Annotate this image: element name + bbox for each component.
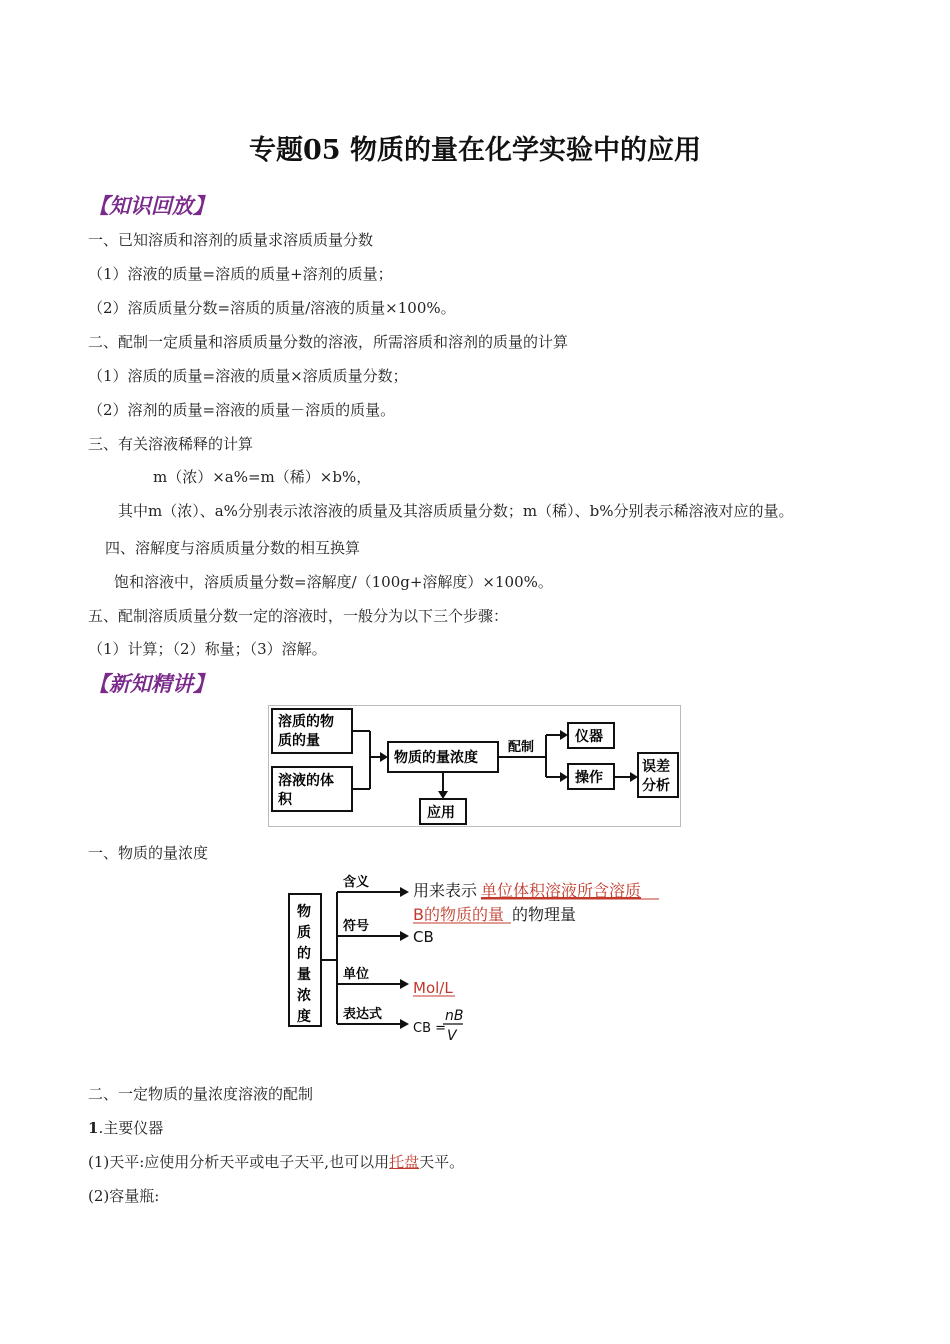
- text-line: （2）溶质质量分数=溶质的质量/溶液的质量×100%。: [88, 299, 456, 317]
- item-balance-prefix: (1)天平:应使用分析天平或电子天平,也可以用: [88, 1153, 390, 1171]
- expression-lhs: CB =: [413, 1021, 447, 1036]
- text-line: （1）溶质的质量=溶液的质量×溶质质量分数；: [88, 367, 408, 385]
- concept-char: 量: [297, 967, 311, 983]
- concept-char: 的: [297, 946, 311, 962]
- flow-box-error-line2: 分析: [642, 778, 670, 794]
- item-label: .主要仪器: [98, 1119, 164, 1137]
- text-line: 五、配制溶质质量分数一定的溶液时，一般分为以下三个步骤：: [88, 607, 509, 625]
- text-line: 一、已知溶质和溶剂的质量求溶质质量分数: [88, 231, 374, 249]
- item-balance-underline: 托盘: [389, 1153, 420, 1171]
- flow-label-prepare: 配制: [508, 740, 535, 755]
- text-line: 饱和溶液中，溶质质量分数=溶解度/（100g+溶解度）×100%。: [114, 573, 553, 591]
- meaning-underline1: 单位体积溶液所含溶质: [481, 881, 642, 900]
- flow-box-solute-line2: 质的量: [278, 733, 320, 749]
- concept-char: 浓: [297, 988, 311, 1004]
- text-line: 三、有关溶液稀释的计算: [88, 435, 254, 453]
- flow-box-error-line1: 误差: [642, 759, 670, 775]
- section-heading-new: 【新知精讲】: [88, 671, 214, 696]
- unit-value: Mol/L: [413, 979, 453, 997]
- text-line: 四、溶解度与溶质质量分数的相互换算: [105, 539, 361, 557]
- branch-unit: 单位: [343, 967, 370, 982]
- concept-diagram: [285, 872, 675, 1047]
- flow-box-apply-label: 应用: [427, 805, 455, 821]
- page-title: 专题05 物质的量在化学实验中的应用: [249, 135, 701, 166]
- concept-char: 质: [297, 925, 311, 941]
- flow-box-volume-line2: 积: [278, 792, 292, 808]
- item-volumetric-flask: (2)容量瓶:: [88, 1187, 160, 1205]
- flow-box-concentration-label: 物质的量浓度: [394, 750, 478, 766]
- heading-concentration: 一、物质的量浓度: [88, 844, 209, 862]
- item-number: 1: [88, 1119, 99, 1137]
- item-balance: [88, 1151, 464, 1172]
- section-heading-review: 【知识回放】: [88, 193, 214, 218]
- text-line: （1）溶液的质量=溶质的质量+溶剂的质量；: [88, 265, 393, 283]
- text-line: m（浓）×a%=m（稀）×b%，: [153, 468, 372, 486]
- branch-meaning: 含义: [343, 875, 370, 890]
- branch-symbol: 符号: [343, 919, 370, 934]
- text-line: （2）溶剂的质量=溶液的质量－溶质的质量。: [88, 401, 396, 419]
- symbol-value: CB: [413, 928, 434, 946]
- branch-expression: 表达式: [343, 1007, 383, 1022]
- meaning-underline2: B的物质的量: [413, 905, 504, 924]
- text-line: （1）计算；（2）称量；（3）溶解。: [88, 640, 327, 658]
- concept-char: 度: [297, 1009, 311, 1025]
- item-main-instruments: [88, 1117, 163, 1138]
- meaning-prefix: 用来表示: [413, 881, 478, 900]
- expression-denominator: V: [447, 1028, 457, 1044]
- concept-char: 物: [297, 904, 311, 920]
- text-line: 其中m（浓）、a%分别表示浓溶液的质量及其溶质质量分数；m（稀）、b%分别表示稀溶液对应的量。: [118, 502, 794, 520]
- flow-box-instrument-label: 仪器: [575, 729, 603, 745]
- item-balance-suffix: 天平。: [419, 1153, 465, 1171]
- expression-numerator: nB: [445, 1008, 464, 1024]
- text-line: 二、配制一定质量和溶质质量分数的溶液，所需溶质和溶剂的质量的计算: [88, 333, 569, 351]
- flowchart-diagram: [268, 705, 681, 827]
- meaning-suffix: 的物理量: [512, 905, 577, 924]
- heading-preparation: 二、一定物质的量浓度溶液的配制: [88, 1085, 314, 1103]
- flow-box-operation-label: 操作: [575, 770, 603, 786]
- flow-box-solute-line1: 溶质的物: [278, 714, 334, 730]
- flow-box-volume-line1: 溶液的体: [278, 773, 334, 789]
